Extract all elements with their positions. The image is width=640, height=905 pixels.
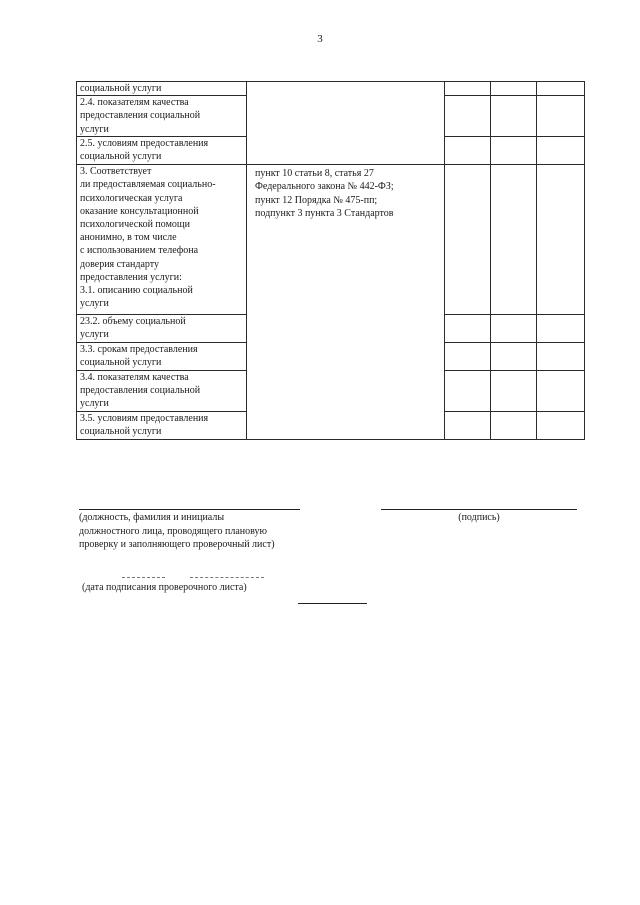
position-caption: (должность, фамилия и инициалы должностного лица, проводящего плановую проверку и заполняющего проверочный лист) bbox=[79, 512, 275, 550]
note-cell bbox=[537, 342, 585, 370]
closing-rule bbox=[298, 603, 367, 604]
question-cell: 2.5. условиям предоставления социальной услуги bbox=[77, 137, 247, 165]
table-row bbox=[77, 165, 585, 315]
answer-no-cell bbox=[491, 82, 537, 96]
signature-caption: (подпись) bbox=[458, 512, 500, 523]
answer-yes-cell bbox=[445, 411, 491, 439]
answer-no-cell bbox=[491, 96, 537, 137]
question-cell: 3.4. показателям качества предоставления социальной услуги bbox=[77, 370, 247, 411]
answer-yes-cell bbox=[445, 370, 491, 411]
answer-no-cell bbox=[491, 137, 537, 165]
answer-yes-cell bbox=[445, 342, 491, 370]
note-cell bbox=[537, 370, 585, 411]
note-cell bbox=[537, 96, 585, 137]
question-cell: 3.3. срокам предоставления социальной услуги bbox=[77, 342, 247, 370]
question-cell: 3. Соответствует ли предоставляемая социально- психологическая услуга оказание консультационной психологической помощи анонимно, в том числе с использованием телефона доверия стандарту предоставления услуги: 3.1. описанию социальной услуги bbox=[77, 165, 247, 315]
answer-no-cell bbox=[491, 342, 537, 370]
answer-no-cell bbox=[491, 370, 537, 411]
note-cell bbox=[537, 315, 585, 342]
question-cell: 3.5. условиям предоставления социальной услуги bbox=[77, 411, 247, 439]
question-cell: 23.2. объему социальной услуги bbox=[77, 315, 247, 342]
answer-yes-cell bbox=[445, 82, 491, 96]
note-cell bbox=[537, 411, 585, 439]
checklist-table bbox=[76, 81, 585, 440]
question-cell: социальной услуги bbox=[77, 82, 247, 96]
answer-no-cell bbox=[491, 165, 537, 315]
answer-no-cell bbox=[491, 315, 537, 342]
answer-yes-cell bbox=[445, 165, 491, 315]
answer-yes-cell bbox=[445, 137, 491, 165]
note-cell bbox=[537, 82, 585, 96]
table-row bbox=[77, 82, 585, 96]
answer-yes-cell bbox=[445, 315, 491, 342]
answer-no-cell bbox=[491, 411, 537, 439]
legal-basis-cell bbox=[247, 82, 445, 165]
answer-yes-cell bbox=[445, 96, 491, 137]
question-cell: 2.4. показателям качества предоставления социальной услуги bbox=[77, 96, 247, 137]
date-dash-line bbox=[190, 577, 264, 578]
page-number: 3 bbox=[317, 33, 323, 45]
position-signature-line bbox=[79, 509, 300, 510]
date-dash-line bbox=[122, 577, 165, 578]
note-cell bbox=[537, 165, 585, 315]
date-caption: (дата подписания проверочного листа) bbox=[82, 582, 247, 593]
note-cell bbox=[537, 137, 585, 165]
signature-line bbox=[381, 509, 577, 510]
legal-basis-cell: пункт 10 статьи 8, статья 27 Федерального закона № 442-ФЗ; пункт 12 Порядка № 475-пп; подпункт 3 пункта 3 Стандартов bbox=[247, 165, 445, 439]
